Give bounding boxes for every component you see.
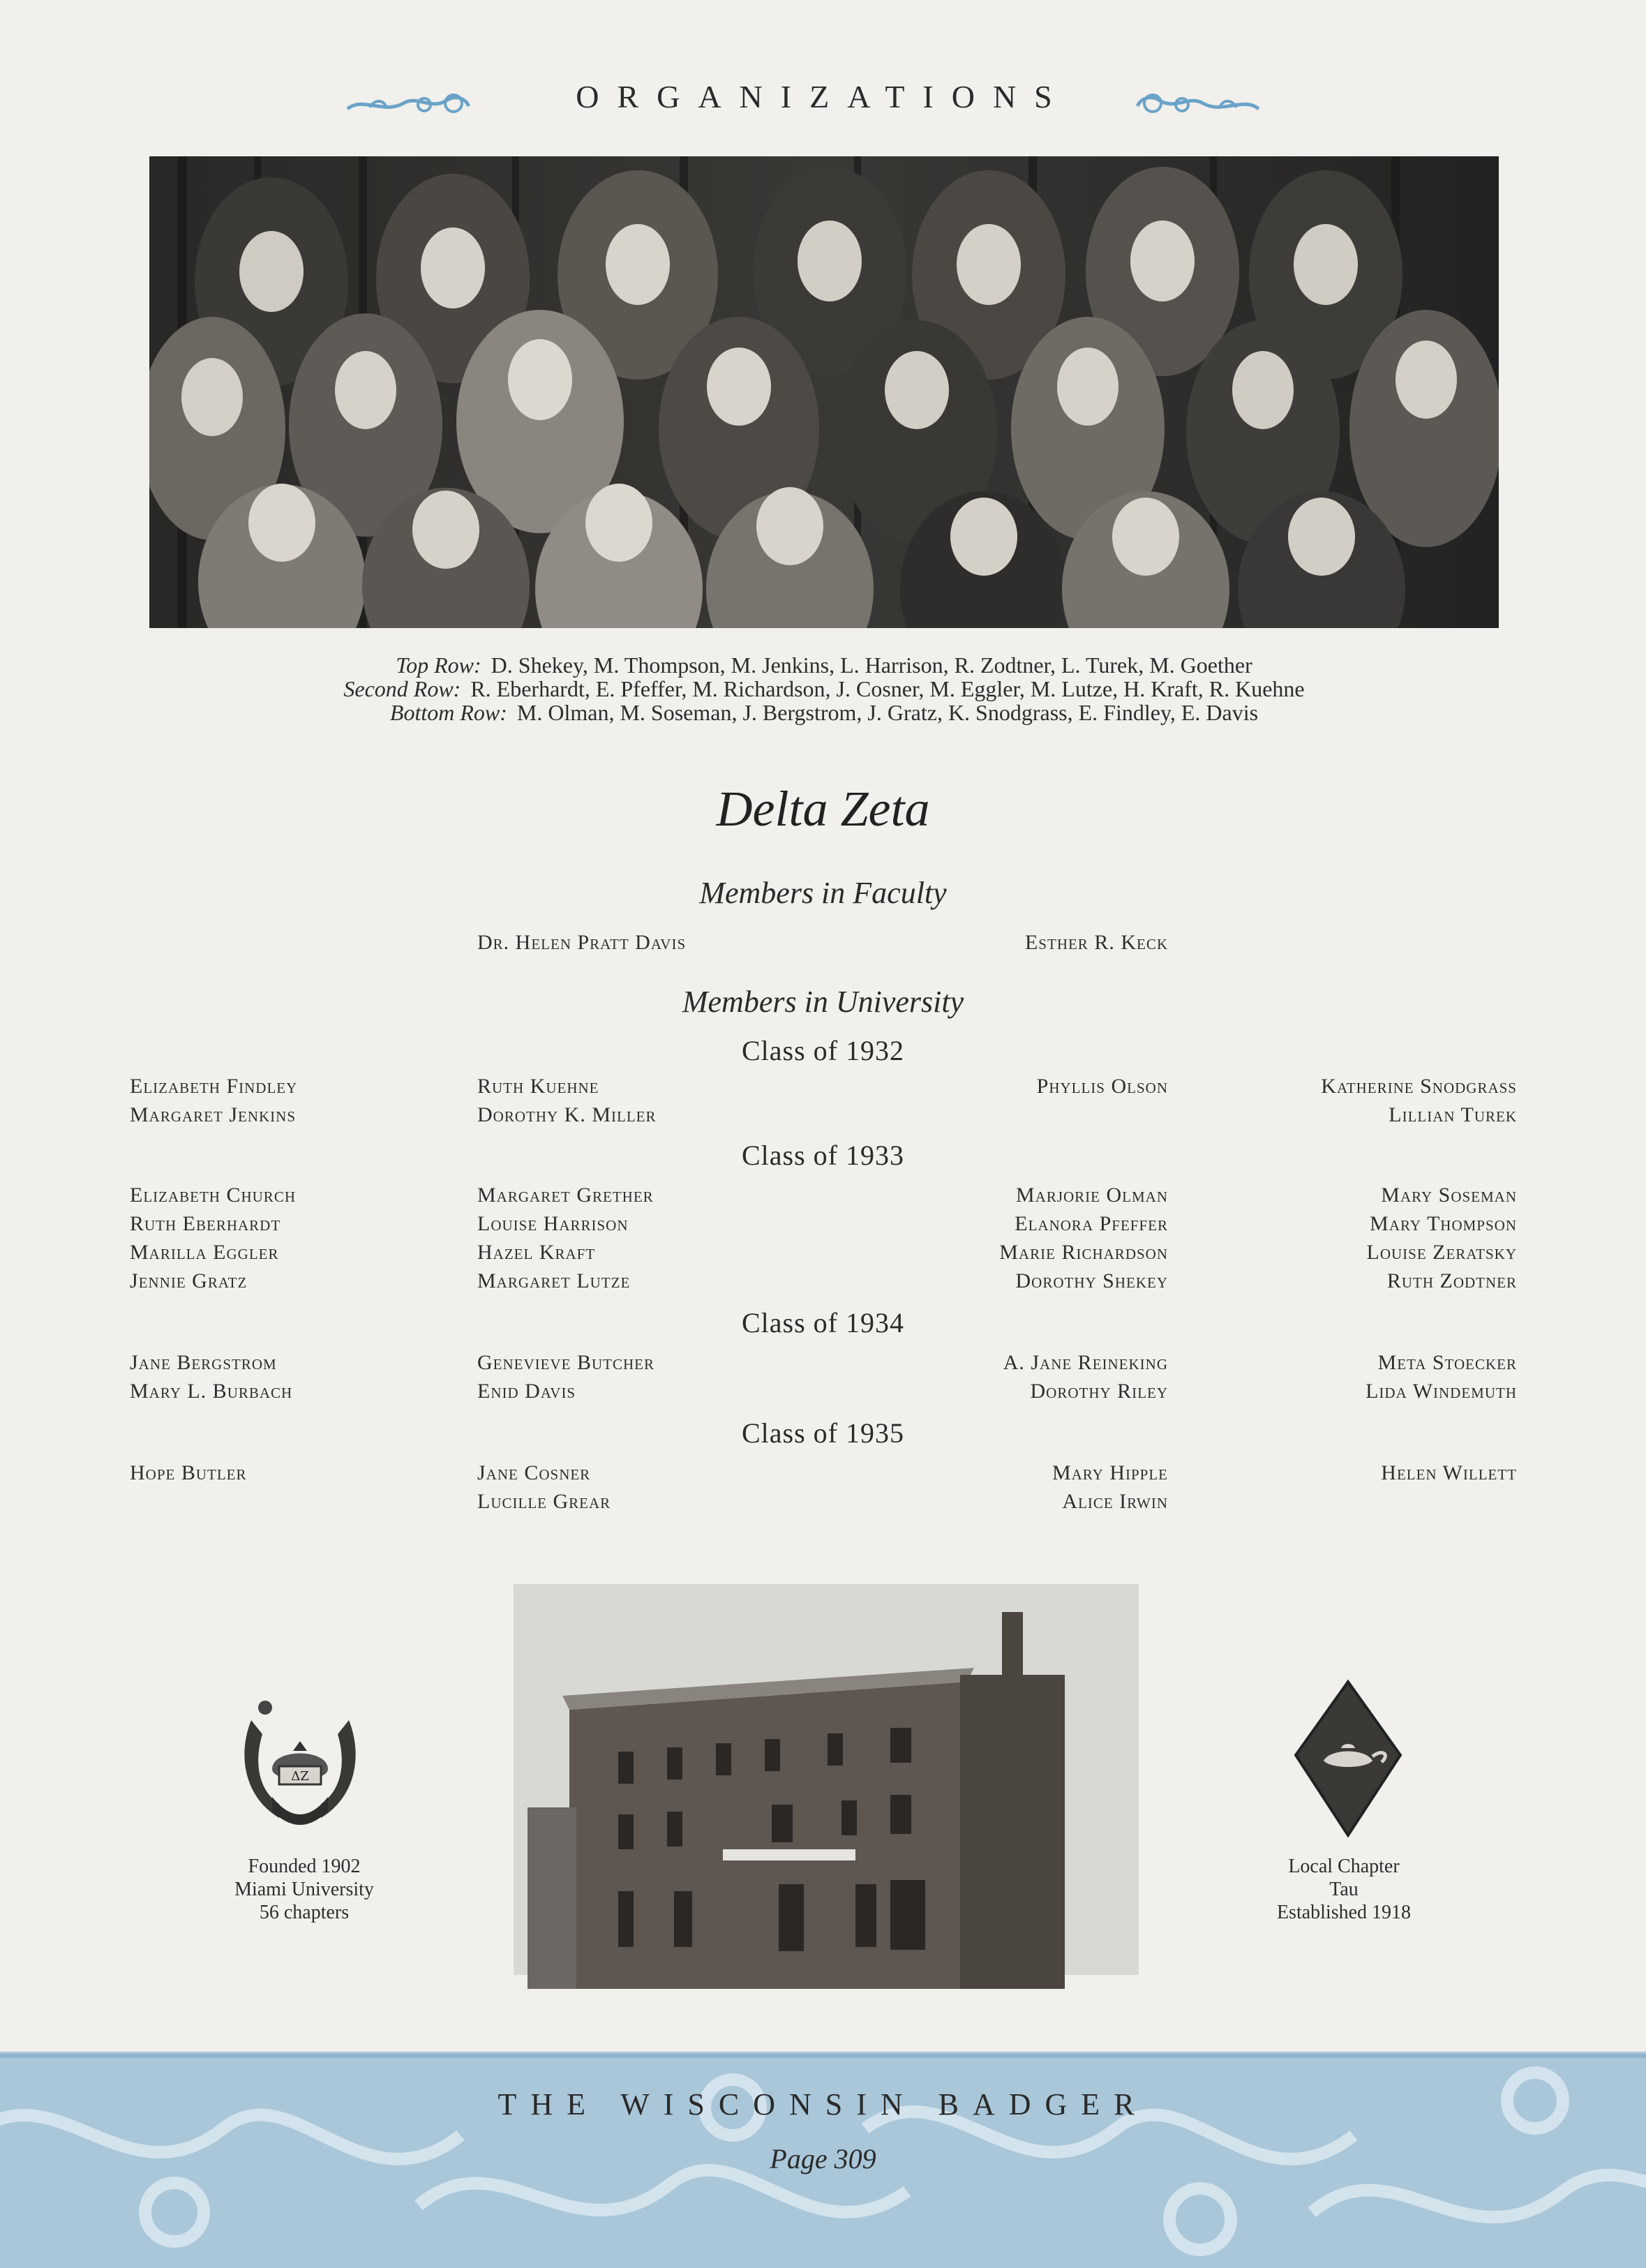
chapter-name: Tau bbox=[1329, 1879, 1359, 1900]
caption-top-row bbox=[149, 653, 1499, 677]
member-name: Mary Thompson bbox=[1370, 1212, 1517, 1235]
chapter-established: Established 1918 bbox=[1276, 1902, 1412, 1923]
member-name: Helen Willett bbox=[1381, 1461, 1517, 1484]
member-name: Margaret Grether bbox=[477, 1184, 654, 1207]
member-name: Katherine Snodgrass bbox=[1321, 1075, 1517, 1098]
member-name: Lucille Grear bbox=[477, 1490, 611, 1513]
member-name: Ruth Kuehne bbox=[477, 1075, 599, 1098]
member-name: A. Jane Reineking bbox=[1003, 1351, 1168, 1374]
class-heading: Class of 1934 bbox=[742, 1307, 904, 1338]
member-name: Lillian Turek bbox=[1389, 1103, 1517, 1126]
caption-label: Second Row: bbox=[343, 676, 461, 701]
organization-title: Delta Zeta bbox=[716, 781, 930, 837]
local-chapter-info bbox=[1218, 1855, 1469, 1924]
member-name: Jane Cosner bbox=[477, 1461, 591, 1484]
footer-rule bbox=[0, 2054, 1646, 2058]
member-name: Elizabeth Church bbox=[130, 1184, 296, 1207]
member-name: Enid Davis bbox=[477, 1380, 576, 1403]
member-name: Genevieve Butcher bbox=[477, 1351, 654, 1374]
caption-second-row bbox=[149, 677, 1499, 701]
member-name: Dorothy Riley bbox=[1030, 1380, 1168, 1403]
member-column bbox=[1037, 1072, 1168, 1101]
university-heading: Members in University bbox=[682, 985, 964, 1019]
founded-place: Miami University bbox=[234, 1879, 374, 1900]
member-name: Mary Hipple bbox=[1052, 1461, 1168, 1484]
sorority-badge-icon bbox=[230, 1692, 370, 1839]
member-name: Phyllis Olson bbox=[1036, 1075, 1168, 1098]
member-name: Lida Windemuth bbox=[1366, 1380, 1517, 1403]
member-column bbox=[1003, 1348, 1168, 1405]
chapter-count: 56 chapters bbox=[259, 1902, 350, 1923]
member-column bbox=[477, 1348, 654, 1405]
lamp-crest-icon bbox=[1292, 1678, 1404, 1839]
member-name: Dorothy K. Miller bbox=[477, 1103, 657, 1126]
member-name: Mary L. Burbach bbox=[130, 1380, 293, 1403]
member-name: Marie Richardson bbox=[999, 1241, 1168, 1264]
local-chapter-label: Local Chapter bbox=[1288, 1856, 1400, 1877]
caption-label: Bottom Row: bbox=[389, 700, 507, 725]
founded-info bbox=[179, 1855, 430, 1924]
member-name: Hazel Kraft bbox=[477, 1241, 596, 1264]
member-name: Alice Irwin bbox=[1062, 1490, 1168, 1513]
class-heading: Class of 1932 bbox=[742, 1035, 904, 1066]
header-title: ORGANIZATIONS bbox=[576, 79, 1070, 114]
member-column bbox=[1321, 1072, 1517, 1129]
faculty-member: Dr. Helen Pratt Davis bbox=[477, 931, 687, 954]
scroll-ornament-right bbox=[1132, 87, 1264, 120]
chapter-house-photo bbox=[514, 1584, 1139, 2008]
faculty-member: Esther R. Keck bbox=[1024, 931, 1168, 954]
member-name: Ruth Zodtner bbox=[1386, 1269, 1517, 1292]
founded-year: Founded 1902 bbox=[248, 1856, 361, 1877]
faculty-heading: Members in Faculty bbox=[699, 876, 947, 910]
member-name: Louise Harrison bbox=[477, 1212, 629, 1235]
member-column bbox=[477, 1181, 654, 1295]
caption-names: R. Eberhardt, E. Pfeffer, M. Richardson, J. Cosner, M. Eggler, M. Lutze, H. Kraft, R. Kuehne bbox=[470, 676, 1305, 701]
member-name: Jane Bergstrom bbox=[130, 1351, 277, 1374]
member-name: Elizabeth Findley bbox=[130, 1075, 298, 1098]
caption-names: M. Olman, M. Soseman, J. Bergstrom, J. Gratz, K. Snodgrass, E. Findley, E. Davis bbox=[516, 700, 1259, 725]
class-heading: Class of 1933 bbox=[742, 1140, 904, 1171]
member-name: Dorothy Shekey bbox=[1015, 1269, 1168, 1292]
member-name: Margaret Jenkins bbox=[130, 1103, 297, 1126]
member-name: Hope Butler bbox=[130, 1461, 247, 1484]
member-name: Meta Stoecker bbox=[1377, 1351, 1517, 1374]
member-column bbox=[999, 1181, 1168, 1295]
member-column bbox=[130, 1181, 296, 1295]
caption-names: D. Shekey, M. Thompson, M. Jenkins, L. Harrison, R. Zodtner, L. Turek, M. Goether bbox=[491, 652, 1252, 678]
member-column bbox=[1052, 1458, 1168, 1516]
member-name: Marjorie Olman bbox=[1015, 1184, 1168, 1207]
member-column bbox=[1367, 1181, 1518, 1295]
photo-caption bbox=[149, 653, 1499, 724]
member-name: Elanora Pfeffer bbox=[1015, 1212, 1168, 1235]
page-number: Page 309 bbox=[770, 2143, 876, 2174]
member-column bbox=[1381, 1458, 1517, 1487]
member-column bbox=[130, 1072, 297, 1129]
member-column bbox=[477, 1072, 656, 1129]
caption-label: Top Row: bbox=[396, 652, 481, 678]
caption-bottom-row bbox=[149, 701, 1499, 724]
member-name: Ruth Eberhardt bbox=[130, 1212, 281, 1235]
member-name: Jennie Gratz bbox=[130, 1269, 248, 1292]
footer-title: THE WISCONSIN BADGER bbox=[497, 2087, 1149, 2121]
svg-text:ΔΖ: ΔΖ bbox=[291, 1769, 309, 1784]
member-column bbox=[130, 1458, 247, 1487]
class-heading: Class of 1935 bbox=[742, 1417, 904, 1449]
member-column bbox=[477, 1458, 611, 1516]
group-photo bbox=[149, 156, 1499, 628]
member-column bbox=[130, 1348, 292, 1405]
member-name: Mary Soseman bbox=[1381, 1184, 1517, 1207]
member-name: Louise Zeratsky bbox=[1366, 1241, 1517, 1264]
member-name: Marilla Eggler bbox=[130, 1241, 279, 1264]
member-column bbox=[1366, 1348, 1517, 1405]
member-name: Margaret Lutze bbox=[477, 1269, 631, 1292]
